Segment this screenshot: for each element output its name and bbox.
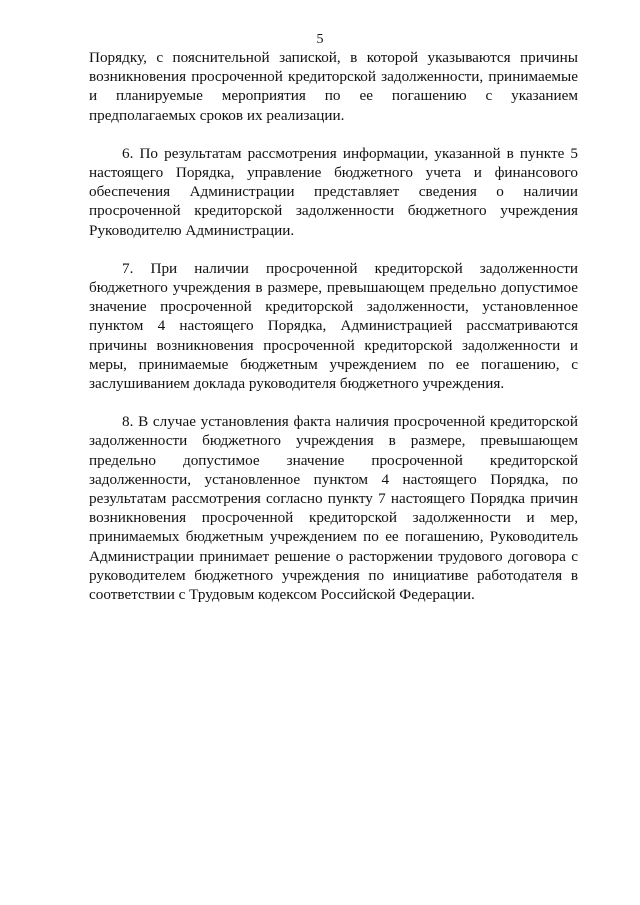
paragraph-item-6: 6. По результатам рассмотрения информации, указанной в пункте 5 настоящего Порядка, управление бюджетного учета и финансового обеспечения Администрации представляет сведения о наличии просроченной кредиторской задолженности бюджетного учреждения Руководителю Администрации. xyxy=(89,144,578,239)
paragraph-continuation: Порядку, с пояснительной запиской, в которой указываются причины возникновения просроченной кредиторской задолженности, принимаемые и планируемые мероприятия по ее погашению с указанием предполагаемых сроков их реализации. xyxy=(89,49,578,124)
document-body xyxy=(89,48,578,604)
paragraph-item-7: 7. При наличии просроченной кредиторской задолженности бюджетного учреждения в размере, превышающем предельно допустимое значение просроченной кредиторской задолженности, установленное пунктом 4 настоящего Порядка, Администрацией рассматриваются причины возникновения просроченной кредиторской задолженности и меры, принимаемые бюджетным учреждением по ее погашению, с заслушиванием доклада руководителя бюджетного учреждения. xyxy=(89,259,578,393)
paragraph-item-8: 8. В случае установления факта наличия просроченной кредиторской задолженности бюджетного учреждения в размере, превышающем предельно допустимое значение просроченной кредиторской задолженности, установленное пунктом 4 настоящего Порядка, по результатам рассмотрения согласно пункту 7 настоящего Порядка причин возникновения просроченной кредиторской задолженности и мер, принимаемых бюджетным учреждением по ее погашению, Руководитель Администрации принимает решение о расторжении трудового договора с руководителем бюджетного учреждения по инициативе работодателя в соответствии с Трудовым кодексом Российской Федерации. xyxy=(89,413,578,604)
page-number: 5 xyxy=(316,32,324,47)
